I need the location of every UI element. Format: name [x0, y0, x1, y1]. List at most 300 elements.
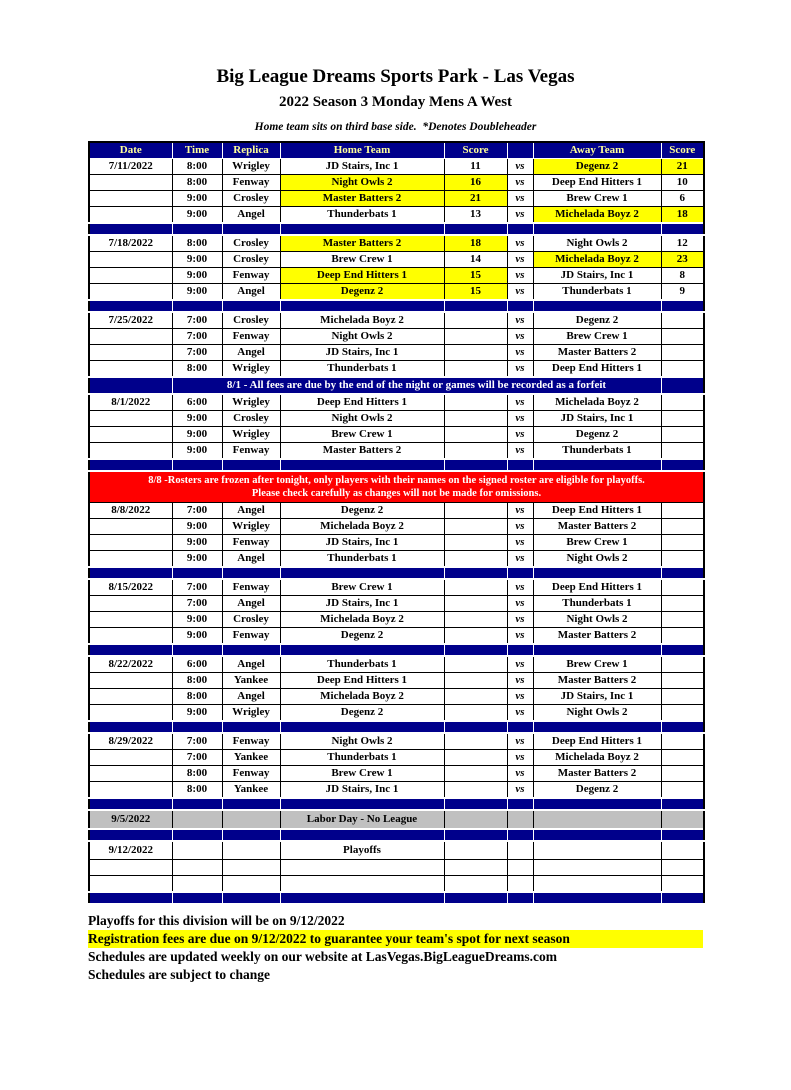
- separator-cell: [507, 829, 533, 841]
- home-score-cell: 21: [444, 191, 507, 207]
- vs-label: vs: [507, 329, 533, 345]
- time-cell: 7:00: [172, 312, 222, 329]
- vs-label: vs: [507, 705, 533, 722]
- date-cell: [89, 750, 172, 766]
- home-team-cell: Degenz 2: [280, 705, 444, 722]
- away-team-cell: Brew Crew 1: [533, 329, 661, 345]
- date-cell: [89, 689, 172, 705]
- vs-label: vs: [507, 519, 533, 535]
- away-team-cell: Brew Crew 1: [533, 535, 661, 551]
- date-cell: [89, 345, 172, 361]
- separator-cell: [172, 459, 222, 471]
- separator-cell: [444, 644, 507, 656]
- vs-label: vs: [507, 235, 533, 252]
- away-score-cell: [661, 503, 704, 519]
- away-team-cell: Deep End Hitters 1: [533, 361, 661, 378]
- separator-cell: [507, 300, 533, 312]
- separator-cell: [444, 223, 507, 235]
- date-cell: [89, 361, 172, 378]
- separator-cell: [507, 798, 533, 810]
- separator-row: [89, 223, 704, 235]
- home-team-cell: Master Batters 2: [280, 235, 444, 252]
- vs-label: vs: [507, 361, 533, 378]
- separator-cell: [172, 300, 222, 312]
- home-score-cell: [444, 519, 507, 535]
- separator-cell: [507, 644, 533, 656]
- separator-cell: [222, 644, 280, 656]
- table-body: [89, 159, 704, 905]
- away-team-cell: Master Batters 2: [533, 673, 661, 689]
- time-cell: 9:00: [172, 427, 222, 443]
- empty-cell: [280, 876, 444, 893]
- empty-row: [89, 860, 704, 876]
- empty-cell: [661, 860, 704, 876]
- date-cell: [89, 705, 172, 722]
- separator-cell: [507, 459, 533, 471]
- separator-cell: [222, 459, 280, 471]
- game-row: [89, 535, 704, 551]
- date-cell: [89, 612, 172, 628]
- separator-cell: [280, 223, 444, 235]
- away-team-cell: Thunderbats 1: [533, 284, 661, 301]
- replica-cell: Angel: [222, 596, 280, 612]
- away-team-cell: Michelada Boyz 2: [533, 750, 661, 766]
- separator-row: [89, 644, 704, 656]
- empty-cell: [89, 860, 172, 876]
- home-score-cell: [444, 612, 507, 628]
- home-score-cell: 15: [444, 268, 507, 284]
- away-score-cell: [661, 361, 704, 378]
- time-cell: 6:00: [172, 656, 222, 673]
- replica-cell: Angel: [222, 689, 280, 705]
- game-row: [89, 612, 704, 628]
- replica-cell: Angel: [222, 551, 280, 568]
- empty-cell: [89, 876, 172, 893]
- game-row: [89, 252, 704, 268]
- time-cell: [172, 810, 222, 829]
- home-team-cell: Brew Crew 1: [280, 252, 444, 268]
- time-cell: 8:00: [172, 766, 222, 782]
- time-cell: 8:00: [172, 689, 222, 705]
- separator-cell: [444, 829, 507, 841]
- vs-label: vs: [507, 284, 533, 301]
- away-score-cell: [661, 312, 704, 329]
- vs-label: vs: [507, 443, 533, 460]
- replica-cell: Crosley: [222, 235, 280, 252]
- away-team-cell: Deep End Hitters 1: [533, 175, 661, 191]
- separator-row: [89, 829, 704, 841]
- away-score-cell: [661, 427, 704, 443]
- separator-cell: [280, 300, 444, 312]
- vs-label: vs: [507, 394, 533, 411]
- date-cell: 8/22/2022: [89, 656, 172, 673]
- replica-cell: Angel: [222, 345, 280, 361]
- away-team-cell: Night Owls 2: [533, 612, 661, 628]
- empty-cell: [172, 860, 222, 876]
- away-score-cell: [661, 705, 704, 722]
- home-score-cell: [444, 427, 507, 443]
- date-cell: 7/25/2022: [89, 312, 172, 329]
- away-team-cell: Master Batters 2: [533, 519, 661, 535]
- game-row: [89, 175, 704, 191]
- schedule-table: [88, 141, 705, 905]
- col-header-home-score: Score: [444, 142, 507, 159]
- away-score-cell: 9: [661, 284, 704, 301]
- date-cell: [89, 252, 172, 268]
- home-score-cell: 14: [444, 252, 507, 268]
- roster-banner-text: [89, 471, 704, 503]
- vs-label: vs: [507, 673, 533, 689]
- date-cell: 9/5/2022: [89, 810, 172, 829]
- away-score-cell: 23: [661, 252, 704, 268]
- separator-cell: [280, 798, 444, 810]
- vs-label: vs: [507, 689, 533, 705]
- away-team-cell: JD Stairs, Inc 1: [533, 268, 661, 284]
- vs-label: vs: [507, 345, 533, 361]
- separator-cell: [89, 644, 172, 656]
- separator-cell: [661, 300, 704, 312]
- playoffs-date-line: Playoffs for this division will be on 9/12/2022: [88, 913, 345, 928]
- separator-cell: [222, 892, 280, 904]
- replica-cell: Wrigley: [222, 394, 280, 411]
- away-score-cell: [661, 750, 704, 766]
- separator-cell: [661, 892, 704, 904]
- vs-label: vs: [507, 535, 533, 551]
- replica-cell: Yankee: [222, 782, 280, 799]
- away-score-cell: 12: [661, 235, 704, 252]
- game-row: [89, 673, 704, 689]
- game-row: [89, 411, 704, 427]
- time-cell: 8:00: [172, 159, 222, 175]
- labor-day-row: [89, 810, 704, 829]
- separator-row: [89, 459, 704, 471]
- replica-cell: Fenway: [222, 329, 280, 345]
- home-team-cell: Deep End Hitters 1: [280, 673, 444, 689]
- away-team-cell: JD Stairs, Inc 1: [533, 689, 661, 705]
- vs-label: vs: [507, 656, 533, 673]
- replica-cell: Wrigley: [222, 519, 280, 535]
- replica-cell: Angel: [222, 207, 280, 224]
- replica-cell: Fenway: [222, 535, 280, 551]
- replica-cell: Wrigley: [222, 361, 280, 378]
- home-team-cell: Master Batters 2: [280, 191, 444, 207]
- away-team-cell: Brew Crew 1: [533, 656, 661, 673]
- separator-cell: [507, 567, 533, 579]
- empty-cell: [661, 876, 704, 893]
- separator-row: [89, 721, 704, 733]
- time-cell: 7:00: [172, 503, 222, 519]
- home-team-cell: Brew Crew 1: [280, 579, 444, 596]
- separator-cell: [444, 300, 507, 312]
- replica-cell: Crosley: [222, 612, 280, 628]
- home-score-cell: [444, 312, 507, 329]
- home-team-cell: Deep End Hitters 1: [280, 268, 444, 284]
- vs-label: vs: [507, 766, 533, 782]
- time-cell: 9:00: [172, 411, 222, 427]
- separator-cell: [222, 829, 280, 841]
- vs-label: vs: [507, 612, 533, 628]
- vs-label: vs: [507, 411, 533, 427]
- page-title: Big League Dreams Sports Park - Las Vegas: [216, 66, 575, 87]
- away-score-cell: [661, 612, 704, 628]
- home-team-cell: Thunderbats 1: [280, 750, 444, 766]
- game-row: [89, 628, 704, 645]
- game-row: [89, 503, 704, 519]
- home-score-cell: 13: [444, 207, 507, 224]
- separator-cell: [172, 223, 222, 235]
- replica-cell: Crosley: [222, 252, 280, 268]
- date-cell: 8/8/2022: [89, 503, 172, 519]
- subject-to-change-line: Schedules are subject to change: [88, 967, 270, 982]
- away-score-cell: [661, 689, 704, 705]
- empty-cell: [507, 860, 533, 876]
- empty-cell: [444, 860, 507, 876]
- away-team-cell: Michelada Boyz 2: [533, 394, 661, 411]
- home-team-cell: Night Owls 2: [280, 411, 444, 427]
- separator-cell: [661, 459, 704, 471]
- empty-cell: [280, 860, 444, 876]
- home-score-cell: [444, 628, 507, 645]
- vs-label: vs: [507, 175, 533, 191]
- away-score-cell: 8: [661, 268, 704, 284]
- vs-label: vs: [507, 268, 533, 284]
- game-row: [89, 394, 704, 411]
- away-team-cell: Degenz 2: [533, 427, 661, 443]
- home-team-cell: JD Stairs, Inc 1: [280, 159, 444, 175]
- replica-cell: Crosley: [222, 312, 280, 329]
- date-cell: [89, 519, 172, 535]
- vs-label: vs: [507, 596, 533, 612]
- away-score-cell: [661, 782, 704, 799]
- vs-label: vs: [507, 733, 533, 750]
- empty-cell: [507, 876, 533, 893]
- footer: [88, 912, 703, 984]
- col-header-away-team: Away Team: [533, 142, 661, 159]
- date-cell: [89, 191, 172, 207]
- separator-row: [89, 300, 704, 312]
- time-cell: 9:00: [172, 443, 222, 460]
- time-cell: 8:00: [172, 782, 222, 799]
- col-header-replica: Replica: [222, 142, 280, 159]
- home-score-cell: [444, 579, 507, 596]
- separator-cell: [444, 798, 507, 810]
- away-score-cell: [661, 345, 704, 361]
- separator-cell: [661, 798, 704, 810]
- note-score-cell: [661, 377, 704, 394]
- date-cell: [89, 175, 172, 191]
- vs-label: vs: [507, 579, 533, 596]
- replica-cell: [222, 841, 280, 860]
- date-cell: [89, 766, 172, 782]
- time-cell: 6:00: [172, 394, 222, 411]
- home-team-cell: Degenz 2: [280, 503, 444, 519]
- game-row: [89, 159, 704, 175]
- replica-cell: Yankee: [222, 673, 280, 689]
- empty-cell: [222, 860, 280, 876]
- separator-row: [89, 798, 704, 810]
- date-cell: [89, 411, 172, 427]
- away-team-cell: Degenz 2: [533, 312, 661, 329]
- away-team-cell: Deep End Hitters 1: [533, 733, 661, 750]
- home-score-cell: [444, 503, 507, 519]
- time-cell: 9:00: [172, 252, 222, 268]
- separator-row: [89, 567, 704, 579]
- away-team-cell: Night Owls 2: [533, 551, 661, 568]
- separator-cell: [533, 798, 661, 810]
- home-team-cell: Brew Crew 1: [280, 766, 444, 782]
- replica-cell: Fenway: [222, 443, 280, 460]
- home-score-cell: [444, 443, 507, 460]
- empty-cell: [533, 876, 661, 893]
- replica-cell: Fenway: [222, 628, 280, 645]
- away-team-cell: Thunderbats 1: [533, 443, 661, 460]
- home-score-cell: [444, 810, 507, 829]
- away-team-cell: Master Batters 2: [533, 628, 661, 645]
- game-row: [89, 191, 704, 207]
- vs-label: vs: [507, 312, 533, 329]
- separator-cell: [222, 567, 280, 579]
- date-cell: 7/11/2022: [89, 159, 172, 175]
- away-team-cell: Thunderbats 1: [533, 596, 661, 612]
- game-row: [89, 782, 704, 799]
- home-team-cell: Michelada Boyz 2: [280, 689, 444, 705]
- home-score-cell: [444, 394, 507, 411]
- time-cell: 7:00: [172, 579, 222, 596]
- game-row: [89, 268, 704, 284]
- game-row: [89, 207, 704, 224]
- separator-cell: [533, 567, 661, 579]
- empty-row: [89, 876, 704, 893]
- separator-cell: [172, 644, 222, 656]
- date-cell: [89, 443, 172, 460]
- game-row: [89, 705, 704, 722]
- away-score-cell: [661, 394, 704, 411]
- time-cell: 9:00: [172, 268, 222, 284]
- date-cell: [89, 268, 172, 284]
- replica-cell: Angel: [222, 656, 280, 673]
- date-cell: 8/29/2022: [89, 733, 172, 750]
- home-team-cell: Thunderbats 1: [280, 207, 444, 224]
- vs-label: vs: [507, 782, 533, 799]
- home-score-cell: [444, 841, 507, 860]
- home-score-cell: [444, 656, 507, 673]
- home-team-cell: Thunderbats 1: [280, 361, 444, 378]
- separator-cell: [444, 892, 507, 904]
- home-score-cell: [444, 733, 507, 750]
- separator-cell: [280, 892, 444, 904]
- time-cell: 8:00: [172, 175, 222, 191]
- time-cell: 8:00: [172, 673, 222, 689]
- vs-label: vs: [507, 207, 533, 224]
- date-cell: 7/18/2022: [89, 235, 172, 252]
- replica-cell: Fenway: [222, 268, 280, 284]
- home-team-cell: JD Stairs, Inc 1: [280, 535, 444, 551]
- home-score-cell: [444, 750, 507, 766]
- away-score-cell: [661, 628, 704, 645]
- table-header: [89, 142, 704, 159]
- vs-label: vs: [507, 252, 533, 268]
- away-score-cell: [661, 551, 704, 568]
- date-cell: [89, 329, 172, 345]
- game-row: [89, 733, 704, 750]
- game-row: [89, 312, 704, 329]
- away-team-cell: Degenz 2: [533, 782, 661, 799]
- separator-cell: [661, 567, 704, 579]
- time-cell: 9:00: [172, 519, 222, 535]
- replica-cell: Yankee: [222, 750, 280, 766]
- col-header-vs: [507, 142, 533, 159]
- game-row: [89, 329, 704, 345]
- home-team-cell: JD Stairs, Inc 1: [280, 345, 444, 361]
- away-score-cell: [661, 519, 704, 535]
- date-cell: [89, 427, 172, 443]
- away-team-cell: Deep End Hitters 1: [533, 579, 661, 596]
- time-cell: 9:00: [172, 207, 222, 224]
- replica-cell: Crosley: [222, 191, 280, 207]
- time-cell: 7:00: [172, 750, 222, 766]
- time-cell: 8:00: [172, 235, 222, 252]
- separator-cell: [280, 459, 444, 471]
- home-score-cell: [444, 345, 507, 361]
- home-score-cell: [444, 361, 507, 378]
- home-score-cell: [444, 596, 507, 612]
- away-score-cell: [661, 656, 704, 673]
- away-score-cell: 21: [661, 159, 704, 175]
- time-cell: 9:00: [172, 628, 222, 645]
- away-team-cell: Degenz 2: [533, 159, 661, 175]
- home-score-cell: 11: [444, 159, 507, 175]
- time-cell: 7:00: [172, 329, 222, 345]
- vs-cell: [507, 810, 533, 829]
- date-cell: [89, 596, 172, 612]
- game-row: [89, 689, 704, 705]
- separator-cell: [89, 829, 172, 841]
- empty-cell: [533, 860, 661, 876]
- separator-cell: [89, 567, 172, 579]
- home-score-cell: [444, 535, 507, 551]
- time-cell: 7:00: [172, 345, 222, 361]
- time-cell: 9:00: [172, 705, 222, 722]
- game-row: [89, 284, 704, 301]
- time-cell: [172, 841, 222, 860]
- separator-cell: [280, 567, 444, 579]
- separator-cell: [533, 829, 661, 841]
- date-cell: [89, 782, 172, 799]
- separator-cell: [280, 721, 444, 733]
- schedule-page: [0, 66, 791, 1090]
- away-score-cell: [661, 443, 704, 460]
- col-header-home-team: Home Team: [280, 142, 444, 159]
- separator-cell: [533, 223, 661, 235]
- date-cell: [89, 673, 172, 689]
- vs-label: vs: [507, 159, 533, 175]
- separator-cell: [661, 829, 704, 841]
- replica-cell: Fenway: [222, 733, 280, 750]
- home-score-cell: [444, 782, 507, 799]
- empty-cell: [172, 876, 222, 893]
- vs-label: vs: [507, 503, 533, 519]
- separator-cell: [172, 798, 222, 810]
- home-team-cell: Degenz 2: [280, 628, 444, 645]
- separator-cell: [172, 829, 222, 841]
- home-team-note: Home team sits on third base side. *Denotes Doubleheader: [254, 121, 537, 133]
- roster-banner-row: [89, 471, 704, 503]
- home-team-cell: Michelada Boyz 2: [280, 519, 444, 535]
- home-team-cell: Brew Crew 1: [280, 427, 444, 443]
- away-score-cell: [661, 733, 704, 750]
- separator-cell: [661, 644, 704, 656]
- fees-note-text: 8/1 - All fees are due by the end of the night or games will be recorded as a forfeit: [172, 377, 661, 394]
